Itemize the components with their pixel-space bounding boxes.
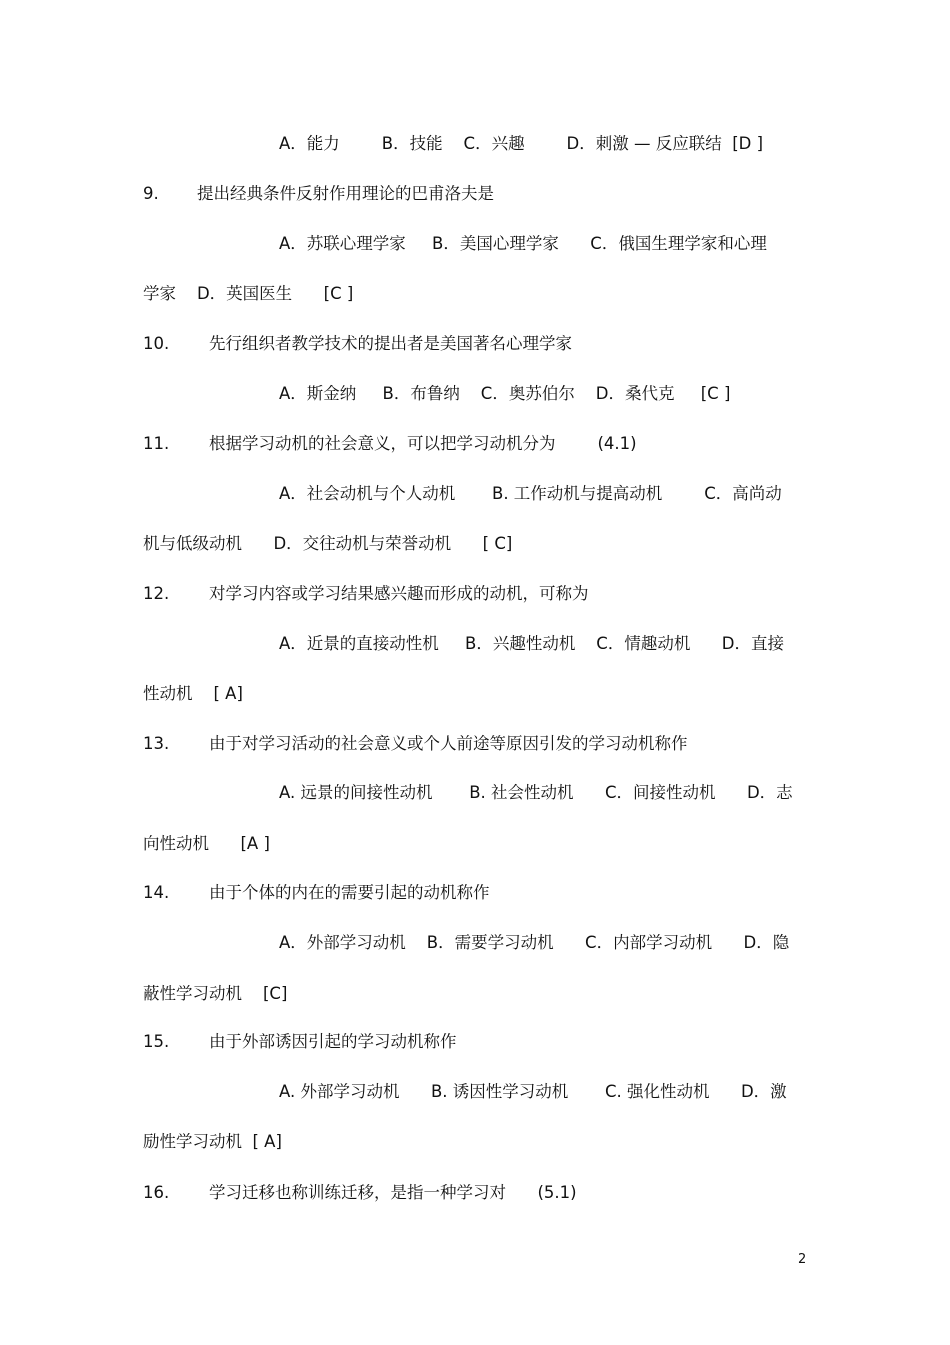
question-16: 学习迁移也称训练迁移，是指一种学习对 (5.1) bbox=[209, 1183, 577, 1202]
question-number-9: 9. bbox=[143, 184, 159, 203]
page-number: 2 bbox=[798, 1252, 807, 1267]
question-number-12: 12. bbox=[143, 584, 170, 603]
question-13: 由于对学习活动的社会意义或个人前途等原因引发的学习动机称作 bbox=[209, 734, 688, 753]
question-number-10: 10. bbox=[143, 334, 170, 353]
question-number-14: 14. bbox=[143, 883, 170, 902]
options-q11-continued: 机与低级动机 D．交往动机与荣誉动机 [ C] bbox=[143, 534, 513, 553]
question-number-13: 13. bbox=[143, 734, 170, 753]
options-q9: A．苏联心理学家 B．美国心理学家 C．俄国生理学家和心理 bbox=[279, 234, 767, 253]
question-14: 由于个体的内在的需要引起的动机称作 bbox=[209, 883, 490, 902]
question-9: 提出经典条件反射作用理论的巴甫洛夫是 bbox=[197, 184, 494, 203]
question-number-11: 11. bbox=[143, 434, 170, 453]
question-number-16: 16. bbox=[143, 1183, 170, 1202]
options-q12: A．近景的直接动性机 B．兴趣性动机 C．情趣动机 D．直接 bbox=[279, 634, 785, 653]
options-q11: A．社会动机与个人动机 B. 工作动机与提高动机 C．高尚动 bbox=[279, 484, 782, 503]
options-q10: A．斯金纳 B．布鲁纳 C．奥苏伯尔 D．桑代克 [C ] bbox=[279, 384, 731, 403]
question-11: 根据学习动机的社会意义，可以把学习动机分为 (4.1) bbox=[209, 434, 637, 453]
options-q13: A. 远景的间接性动机 B. 社会性动机 C．间接性动机 D．志 bbox=[279, 783, 793, 802]
options-q12-continued: 性动机 [ A] bbox=[143, 684, 243, 703]
options-q14-continued: 蔽性学习动机 [C] bbox=[143, 984, 288, 1003]
options-q8: A．能力 B．技能 C．兴趣 D．刺激 — 反应联结 [D ] bbox=[279, 134, 764, 153]
question-10: 先行组织者教学技术的提出者是美国著名心理学家 bbox=[209, 334, 572, 353]
options-q15: A. 外部学习动机 B. 诱因性学习动机 C. 强化性动机 D．激 bbox=[279, 1082, 787, 1101]
options-q9-continued: 学家 D．英国医生 [C ] bbox=[143, 284, 354, 303]
options-q15-continued: 励性学习动机 [ A] bbox=[143, 1132, 282, 1151]
options-q14: A．外部学习动机 B．需要学习动机 C．内部学习动机 D．隐 bbox=[279, 933, 790, 952]
options-q13-continued: 向性动机 [A ] bbox=[143, 834, 270, 853]
question-15: 由于外部诱因引起的学习动机称作 bbox=[209, 1032, 457, 1051]
question-12: 对学习内容或学习结果感兴趣而形成的动机，可称为 bbox=[209, 584, 589, 603]
question-number-15: 15. bbox=[143, 1032, 170, 1051]
